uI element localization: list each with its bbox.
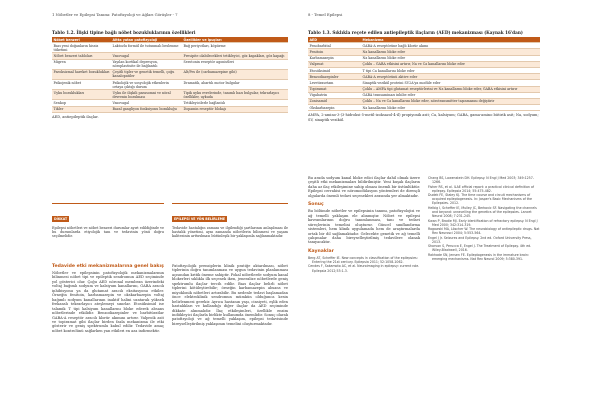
table-cell: Bazı yeni doğanların hissiz tüketimi [53, 43, 99, 52]
table-cell: Na kanallarını bloke eder [362, 49, 406, 54]
table-cell: Vasovagal [112, 100, 130, 105]
table-cell: Na kanallarını bloke eder [362, 56, 406, 61]
table-1-2 [52, 30, 288, 119]
table-1-3-title: Tablo 1.3. Sıklıkla reçete edilen antiepileptik ilaçların (AED) mekanizması (Kaynak 16'dan) [308, 30, 523, 35]
table-1-2-title: Tablo 1.2. İlişki tipine bağlı nöbet bozukluklarının özellikleri [52, 30, 196, 35]
table-cell: GABA-A reseptörünü aktive eder [362, 74, 418, 79]
table-cell: Presipite olabilecekleri tetikleyici, göz kapakları, göz kapağı [183, 53, 285, 58]
table-cell: Paroksizmal hareket bozuklukları [53, 70, 110, 75]
page-header-left: 1 Nöbetler ve Epilepsi Tanımı: Patofizyoloji ve Ağları Görüşler - 7 [52, 12, 178, 17]
references-list-continued [428, 176, 540, 261]
note-box-text: Tedavide hastalığın zamanı ve ilgilendiği şartlarının anlaşılması ile hastalık yönetimi, aynı zamanda nöbetlerin bilinmesi ve yaşam kalitesinin arttırılması bütünleşik bir yaklaşımla sağlanmaktadır. [172, 225, 288, 238]
col-header: Özellikler ve ipuçları [183, 37, 222, 42]
reference-item: Helbig I, Scheffer IE, Mulley JC, Berkovic SF. Navigating the channels and beyond: unravelling the genetics of the epilepsies. Lancet Neurol 2008; 7:231-245. [428, 205, 537, 219]
table-row [52, 80, 288, 90]
table-cell: Fenobarbital [309, 43, 331, 48]
note-box-text: Epilepsi nöbetleri ve nöbet benzeri durumlar ayırt edildiğinde ve bu durumlarda etiyolojik tanı ve tedavinin yönü doğru seçilmelidir. [52, 225, 164, 238]
table-cell: Senkop [53, 100, 66, 105]
table-cell: Nöbet benzeri tabloları [53, 53, 93, 58]
table-cell: Benzodiazepinler [309, 74, 339, 79]
reference-item: Fisher RS, et al. ILAE official report: a practical clinical definition of epilepsy. Epilepsia 2014; 55:475-482. [428, 184, 535, 193]
table-cell: Çoklu – GABA etkisini artırır, Na ve Ca kanallarını bloke eder [362, 62, 465, 67]
conclusion-body: Bu bölümde nöbetler ve epilepsinin tanımı, patofizyolojisi ve ağ temelli yaklaşım ele alınmıştır. Nöbet ve epilepsi kavramlarının doğru tanımlanması, tanı ve tedavi süreçlerinin temelini oluşturur. Güncel sınıflandırma sistemleri, hem klinik uygulamada hem de araştırmalarda ortak bir dil sağlamaktadır. Gelecekte genetik ve ağ temelli çalışmalar daha bireyselleştirilmiş tedavilere olanak tanıyacaktır. [308, 209, 420, 245]
table-cell: Alt/Pes ile (carbamazepine gibi) [183, 70, 237, 75]
reference-item: Engel J Jr. Seizures and Epilepsy. 2nd ed. Oxford University Press, 2013. [428, 235, 532, 244]
table-cell: Çoklu – Na ve Ca kanallarını bloke eder, nörotransmitter taşınmasını değiştirir [362, 99, 495, 104]
table-cell: Psikojenik nöbet [53, 80, 82, 85]
col-header: Nöbet benzeri [53, 37, 80, 42]
table-row [52, 60, 288, 70]
table-cell: Uyku bozuklukları [53, 90, 85, 95]
col-header: Mekanizma [362, 37, 384, 42]
reference-item: Berg AT, Scheffer IE. New concepts in classification of the epilepsies: Entering the 21st century. Epilepsia 2011; 52:1058-1062. [308, 255, 418, 264]
section-body: Bu arada sodyum kanal bloke edici ilaçlar dahil olmak üzere çeşitli etki mekanizmaları bildirilmiştir. Yeni kuşak ilaçların daha az ilaç etkileşimine sahip olması önemli bir üstünlüktür. Epilepsi cerrahisi ve nöromodülasyon yöntemleri de dirençli olgularda önemli tedavi seçenekleri arasında yer almaktadır. [308, 176, 420, 198]
note-box-tag: DİKKAT [54, 217, 68, 221]
references-title: Kaynaklar [308, 248, 334, 254]
table-cell: Psikolojik ve sosyolojik etkenlerin ortaya çıktığı durum [112, 80, 169, 89]
table-1-2-footnote: AED, antiepileptik ilaçlar. [52, 114, 99, 119]
table-cell: GABA-A reseptörüne bağlı klorür akımı [362, 43, 429, 48]
section-continuation [172, 264, 288, 326]
note-box-attention [52, 203, 164, 238]
reference-item: Shorvon S, Perucca E, Engel J. The Treatment of Epilepsy. 4th ed. Wiley-Blackwell, 2016. [428, 244, 532, 253]
reference-item: Kwan P, Brodie MJ. Early identification of refractory epilepsy. N Engl J Med 2000; 342:314-319. [428, 218, 538, 227]
section-title: Tedavide etki mekanizmalarına genel bakış [52, 264, 164, 269]
table-cell: Levetirasetam [309, 80, 334, 85]
table-1-2-body [52, 43, 288, 113]
col-header: AED [309, 37, 318, 42]
page-header-right: 8 - Temel Epilepsi [308, 12, 343, 17]
conclusion-title: Sonuç [308, 202, 324, 208]
table-cell: Tikler [53, 107, 64, 112]
table-cell: Fenitoin [309, 49, 324, 54]
table-cell: Bazal gangliyon fonksiyonu bozukluğu [112, 107, 177, 112]
table-cell: Karbamazepin [309, 56, 334, 61]
table-cell: Dramatik, abartılı motor bulgular [183, 80, 240, 85]
note-box-tag: EPİLEPSİ VE YÖN BELİRLEME [174, 217, 226, 221]
section-treatment [52, 264, 164, 333]
reference-item: Chang BS, Lowenstein DH. Epilepsy. N Engl J Med 2003; 349:1257-1266. [428, 176, 534, 185]
table-1-3-footnote: AMPA, 2-amino-3-(3-hidroksi-5-metil-izoksazol-4-il) propiyonik asit; Ca, kalsiyum; GABA, gama-amino bütirik asit; Na, sodyum; SV, sinaptik vezikül. [308, 113, 539, 122]
table-cell: Tipik uyku evrelerinde, tanımlı bazı bulgular, tekrarlayıcı özellikler, uykuda [183, 90, 280, 99]
table-row [52, 90, 288, 100]
table-cell: Etosüksimid [309, 68, 331, 73]
table-row [308, 105, 540, 111]
table-row [52, 70, 288, 80]
references-list [308, 256, 420, 273]
table-cell: Migren [53, 60, 66, 65]
reference-item: Rakhade SN, Jensen FE. Epileptogenesis in the immature brain: emerging mechanisms. Nat Rev Neurol 2009; 5:380-391. [428, 252, 529, 261]
column-middle [308, 176, 420, 273]
table-cell: Topiramat [309, 87, 327, 92]
table-cell: Serotonin reseptör agonistleri [183, 60, 235, 65]
table-cell: Çoklu – AMPA tipi glutamat reseptörlerini ve Na kanallarını bloke eder, GABA etkisini artırır [362, 87, 518, 92]
table-cell: Na kanallarını bloke eder [362, 105, 406, 110]
table-cell: Çeşitli tipler ve genetik temelli, çoğu kanalopatiler [112, 70, 175, 79]
table-cell: Dopamin reseptör blokajı [183, 107, 226, 112]
table-cell: Vasovagal [112, 53, 130, 58]
table-row [52, 43, 288, 53]
note-box-direction [172, 203, 288, 238]
table-cell: Bağ periyotları, köpürme [183, 43, 226, 48]
table-1-3-body [308, 43, 540, 111]
table-cell: T tipi Ca kanallarını bloke eder [362, 68, 415, 73]
section-body: Patofizyolojik prensiplerin klinik pratiğe aktarılması, nöbet tiplerinin doğru tanımlanması ve uygun tedavinin planlanması açısından kritik öneme sahiptir. Fokal nöbetlerde sodyum kanal blokerleri sıklıkla ilk seçenek iken, jeneralize nöbetlerde geniş spektrumlu ilaçlar tercih edilir. Bazı ilaçlar belirli nöbet tiplerini kötüleştirebilir; örneğin karbamazepin absans ve miyoklonik nöbetleri artırabilir. Bu nedenle tedavi başlamadan önce elektroklinik sendromun mümkün olduğunca kesin belirlenmesi gerekir. Ayrıca hastanın yaşı, cinsiyeti, eşlik eden hastalıkları ve kullandığı diğer ilaçlar da AED seçiminde dikkate alınmalıdır. İlaç etkileşimleri, özellikle enzim indükleyici ilaçlarla birlikte kullanımda önemlidir. Sonuç olarak patofizyoloji ve ağ temelli yaklaşım, epilepsi tedavisinde bireyselleştirilmiş yaklaşımın temelini oluşturmaktadır. [172, 264, 288, 326]
table-1-3 [308, 30, 540, 122]
table-cell: Tetikleyicilerle bağlantılı [183, 100, 226, 105]
col-header: Altta yatan patofizyoloji [112, 37, 158, 42]
table-cell: Uyku ile ilişkili parasomni ve nöral devrenin bozulması [112, 90, 171, 99]
table-cell: Laktozlu formül ile tutunmalı beslenme [112, 43, 179, 48]
table-cell: GABA transaminazı inhibe eder [362, 93, 416, 98]
table-cell: Yayılan kortikal depresyon, nöroplastisite ile bağlantılı [112, 60, 158, 69]
table-cell: Valproat [309, 62, 324, 67]
reference-item: Cendes F, Sakamoto AC, et al. Neuroimaging in epilepsy: current role. Epilepsia 2012;53:1-3. [308, 264, 420, 273]
table-row [52, 107, 288, 113]
table-cell: Vigabatrin [309, 93, 328, 98]
table-cell: Zonisamid [309, 99, 327, 104]
reference-item: Dudek FE, Staley KJ. The time course and circuit mechanisms of acquired epileptogenesis. In: Jasper's Basic Mechanisms of the Epilepsies. 2012. [428, 193, 533, 206]
table-cell: Sinaptik vezikül proteini SV2A'ya modüle eder [362, 80, 441, 85]
reference-item: Rogawski MA, Löscher W. The neurobiology of antiepileptic drugs. Nat Rev Neurosci 2004; 5:553-564. [428, 227, 540, 236]
section-body: Nöbetler ve epilepsinin patofizyolojik mekanizmalarının bilinmesi nöbet tipi ve epileptik sendromun AED seçiminde yol gösterici olur. Çoğu AED nöronal membran üzerindeki voltaj bağımlı sodyum ve kalsiyum kanallarını, GABA aracılı inhibisyonu ya da glutamat aracılı eksitasyonu etkiler. Örneğin fenitoin, karbamazepin ve okskarbazepin voltaj bağımlı sodyum kanallarının inaktif halini uzatarak yüksek frekanslı tekrarlayıcı ateşlemeyi sınırlar. Etosüksimid ise talamik T tipi kalsiyum kanallarını bloke ederek absans nöbetlerinde etkilidir. Benzodiazepinler ve barbitüratlar GABA-A reseptör aracılı klorür akımını artırır. Valproik asit ve topiramat gibi ilaçlar birden fazla mekanizma ile etki gösterir ve geniş spektrumlu kabul edilir. Tedavide amaç nöbet kontrolünü sağlarken yan etkileri en aza indirmektir. [52, 271, 164, 333]
table-cell: Okskarbazepin [309, 105, 335, 110]
